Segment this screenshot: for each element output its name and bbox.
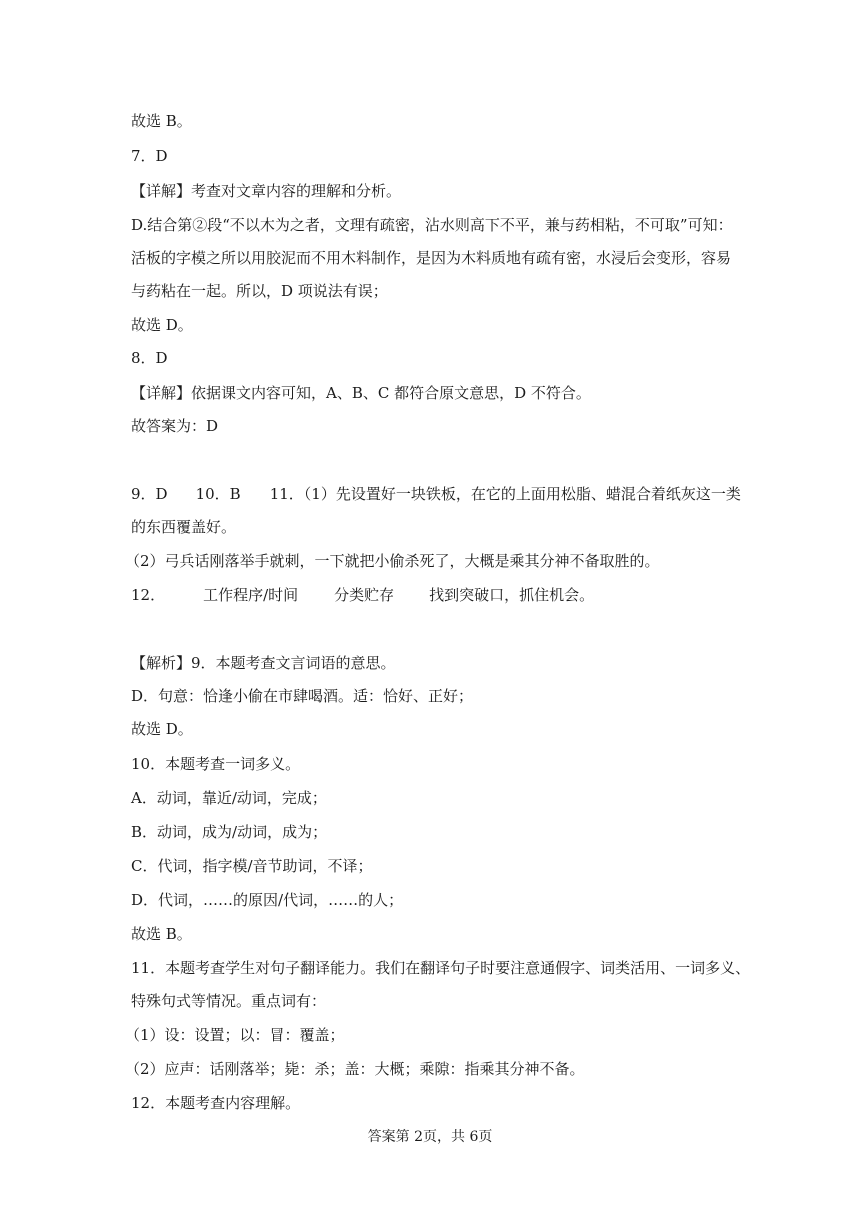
question-10-answer: 10．B xyxy=(195,485,241,503)
question-12-number: 12． xyxy=(131,586,166,604)
text-line: A．动词，靠近/动词，完成； xyxy=(131,789,327,807)
question-7-answer: 7．D xyxy=(131,147,168,165)
text-line: 10．本题考查一词多义。 xyxy=(131,755,301,773)
text-line: 的东西覆盖好。 xyxy=(131,518,237,536)
analysis-heading: 【解析】9．本题考查文言词语的意思。 xyxy=(131,654,396,672)
text-line: 活板的字模之所以用胶泥而不用木料制作，是因为木料质地有疏有密，水浸后会变形，容易 xyxy=(131,249,732,267)
text-line: （1）设：设置；以：冒：覆盖； xyxy=(125,1026,345,1044)
question-12-answer-1: 工作程序/时间 xyxy=(203,586,299,604)
question-8-answer: 8．D xyxy=(131,349,168,367)
text-line: D．代词，……的原因/代词，……的人； xyxy=(131,891,404,909)
text-line: 【详解】依据课文内容可知，A、B、C 都符合原文意思，D 不符合。 xyxy=(131,384,591,402)
text-line: 11．本题考查学生对句子翻译能力。我们在翻译句子时要注意通假字、词类活用、一词多义、 xyxy=(131,959,751,977)
page-footer: 答案第 2页，共 6页 xyxy=(367,1129,493,1145)
text-line: D.结合第②段“不以木为之者，文理有疏密，沾水则高下不平，兼与药相粘，不可取”可知： xyxy=(131,216,733,234)
text-line: 与药粘在一起。所以，D 项说法有误； xyxy=(131,282,388,300)
text-line: 故选 B。 xyxy=(131,112,192,130)
text-line: （2）应声：话刚落举；毙：杀；盖：大概；乘隙：指乘其分神不备。 xyxy=(125,1060,585,1078)
question-12-answer-2: 分类贮存 xyxy=(334,586,395,604)
text-line: 故选 B。 xyxy=(131,925,192,943)
text-line: 故选 D。 xyxy=(131,316,193,334)
text-line: C．代词，指字模/音节助词，不译； xyxy=(131,857,373,875)
text-line: 故答案为：D xyxy=(131,417,219,435)
text-line: 特殊句式等情况。重点词有： xyxy=(131,992,327,1010)
text-line: B．动词，成为/动词，成为； xyxy=(131,823,328,841)
answers-row-9-11 xyxy=(131,484,751,504)
text-line: D．句意：恰逢小偷在市肆喝酒。适：恰好、正好； xyxy=(131,687,474,705)
text-line: 故选 D。 xyxy=(131,720,193,738)
question-9-answer: 9．D xyxy=(131,485,168,503)
text-line: （2）弓兵话刚落举手就刺，一下就把小偷杀死了，大概是乘其分神不备取胜的。 xyxy=(125,552,660,570)
question-11-answer: 11．（1）先设置好一块铁板，在它的上面用松脂、蜡混合着纸灰这一类 xyxy=(269,485,741,503)
text-line: 【详解】考查对文章内容的理解和分析。 xyxy=(131,182,402,200)
answers-row-12 xyxy=(131,585,751,605)
question-12-answer-3: 找到突破口，抓住机会。 xyxy=(429,586,595,604)
text-line: 12．本题考查内容理解。 xyxy=(131,1094,301,1112)
